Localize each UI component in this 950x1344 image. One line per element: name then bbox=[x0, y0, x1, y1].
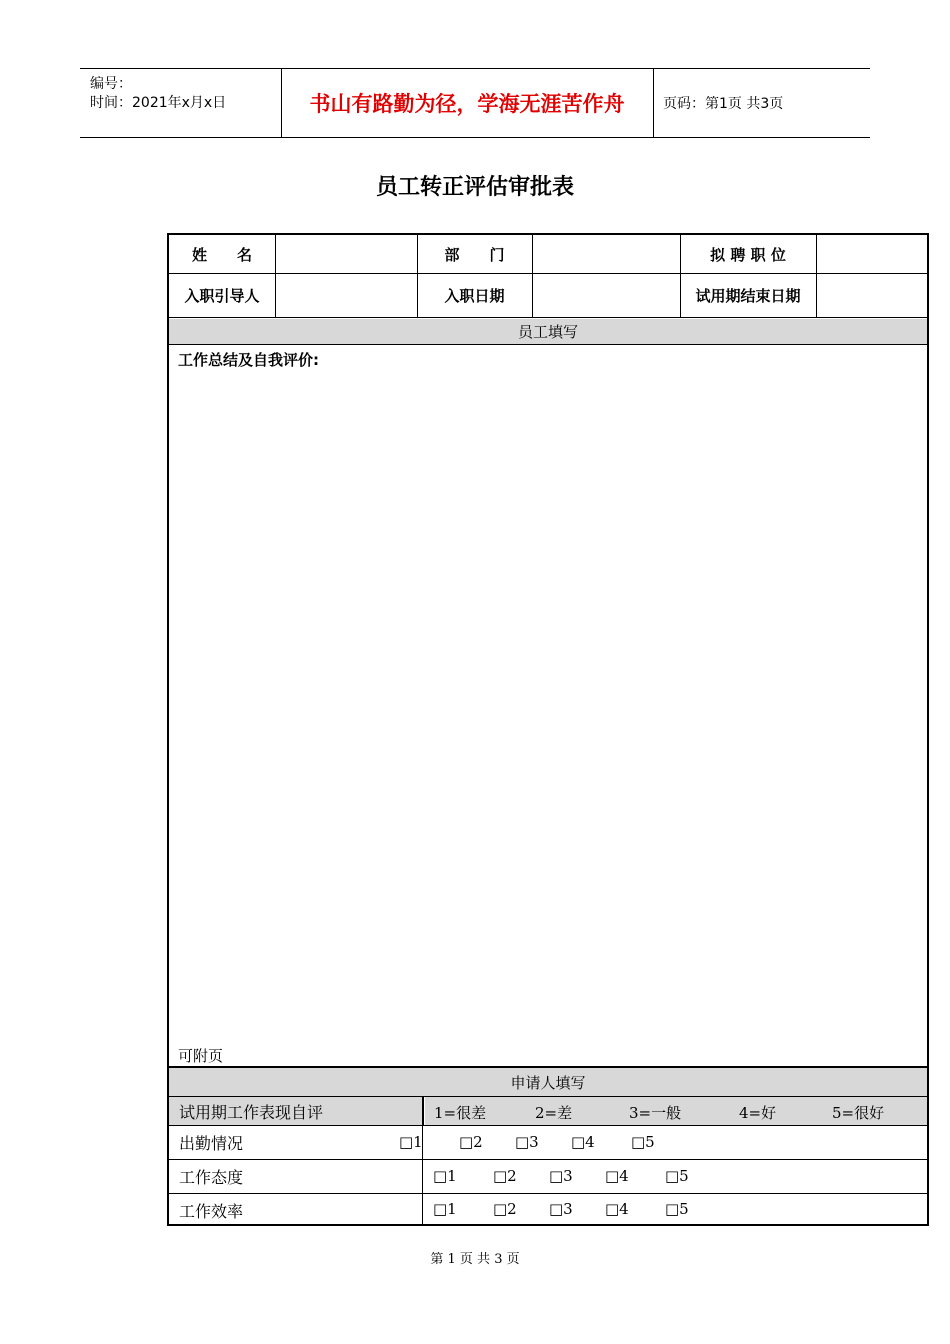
motto-text: 书山有路勤为径，学海无涯苦作舟 bbox=[309, 92, 625, 116]
page-header bbox=[80, 68, 870, 138]
section-applicant-title: 申请人填写 bbox=[510, 1073, 586, 1092]
col-divider bbox=[532, 235, 533, 317]
self-eval-label: 工作总结及自我评价: bbox=[178, 351, 319, 369]
label-probation-end: 试用期结束日期 bbox=[695, 286, 801, 305]
attendance-option-4[interactable]: □4 bbox=[571, 1133, 595, 1151]
section-employee-title: 员工填写 bbox=[517, 323, 578, 341]
scale-1: 1=很差 bbox=[434, 1104, 487, 1122]
code-label: 编号： bbox=[90, 76, 132, 92]
efficiency-option-2[interactable]: □2 bbox=[493, 1200, 517, 1218]
row-divider bbox=[169, 344, 927, 345]
page-info: 页码：第1页 共3页 bbox=[663, 96, 784, 112]
rating-row-label-cell bbox=[169, 1160, 422, 1193]
rating-row-label-cell bbox=[169, 1194, 422, 1226]
col-divider bbox=[680, 235, 681, 317]
row-divider bbox=[169, 273, 927, 274]
attitude-option-3[interactable]: □3 bbox=[549, 1167, 573, 1185]
label-hire-date: 入职日期 bbox=[444, 286, 505, 305]
approval-form-table bbox=[167, 233, 929, 1226]
col-divider bbox=[422, 1097, 424, 1125]
field-probation-end[interactable] bbox=[816, 273, 927, 317]
efficiency-option-5[interactable]: □5 bbox=[665, 1200, 689, 1218]
attendance-option-5[interactable]: □5 bbox=[631, 1133, 655, 1151]
page-footer: 第 1 页 共 3 页 bbox=[430, 1252, 520, 1267]
rating-header-label-cell bbox=[169, 1097, 422, 1125]
document-title: 员工转正评估审批表 bbox=[375, 175, 574, 200]
time-label: 时间：2021年x月x日 bbox=[90, 95, 227, 111]
field-name[interactable] bbox=[275, 235, 417, 273]
attitude-option-5[interactable]: □5 bbox=[665, 1167, 689, 1185]
label-department: 部 门 bbox=[444, 245, 505, 264]
rating-row-label-cell bbox=[169, 1126, 422, 1159]
scale-3: 3=一般 bbox=[629, 1104, 682, 1122]
attach-note: 可附页 bbox=[178, 1047, 224, 1065]
efficiency-option-3[interactable]: □3 bbox=[549, 1200, 573, 1218]
attendance-option-3[interactable]: □3 bbox=[515, 1133, 539, 1151]
section-applicant-band bbox=[169, 1068, 927, 1096]
field-position[interactable] bbox=[816, 235, 927, 273]
header-meta bbox=[80, 69, 282, 137]
row-divider bbox=[169, 317, 927, 318]
col-divider bbox=[275, 235, 276, 317]
scale-4: 4=好 bbox=[739, 1104, 777, 1122]
efficiency-option-4[interactable]: □4 bbox=[605, 1200, 629, 1218]
header-motto-cell bbox=[281, 69, 654, 137]
col-divider bbox=[422, 1125, 423, 1226]
scale-5: 5=很好 bbox=[832, 1104, 885, 1122]
label-position: 拟 聘 职 位 bbox=[710, 245, 786, 264]
rating-row-label: 工作效率 bbox=[179, 1201, 244, 1221]
section-employee-band bbox=[169, 319, 927, 344]
label-mentor: 入职引导人 bbox=[184, 286, 260, 305]
attendance-option-1[interactable]: □1 bbox=[399, 1133, 423, 1151]
col-divider bbox=[816, 235, 817, 317]
rating-row-label: 出勤情况 bbox=[179, 1134, 244, 1153]
field-department[interactable] bbox=[532, 235, 680, 273]
header-page-cell bbox=[653, 69, 870, 137]
efficiency-option-1[interactable]: □1 bbox=[433, 1200, 457, 1218]
rating-row-label: 工作态度 bbox=[179, 1168, 244, 1187]
attendance-option-2[interactable]: □2 bbox=[459, 1133, 483, 1151]
rating-header-label: 试用期工作表现自评 bbox=[179, 1102, 324, 1122]
field-mentor[interactable] bbox=[275, 273, 417, 317]
col-divider bbox=[417, 235, 418, 317]
scale-2: 2=差 bbox=[535, 1104, 573, 1122]
field-hire-date[interactable] bbox=[532, 273, 680, 317]
attitude-option-2[interactable]: □2 bbox=[493, 1167, 517, 1185]
label-name: 姓 名 bbox=[191, 245, 252, 264]
attitude-option-4[interactable]: □4 bbox=[605, 1167, 629, 1185]
self-eval-textarea[interactable] bbox=[169, 370, 927, 1040]
attitude-option-1[interactable]: □1 bbox=[433, 1167, 457, 1185]
